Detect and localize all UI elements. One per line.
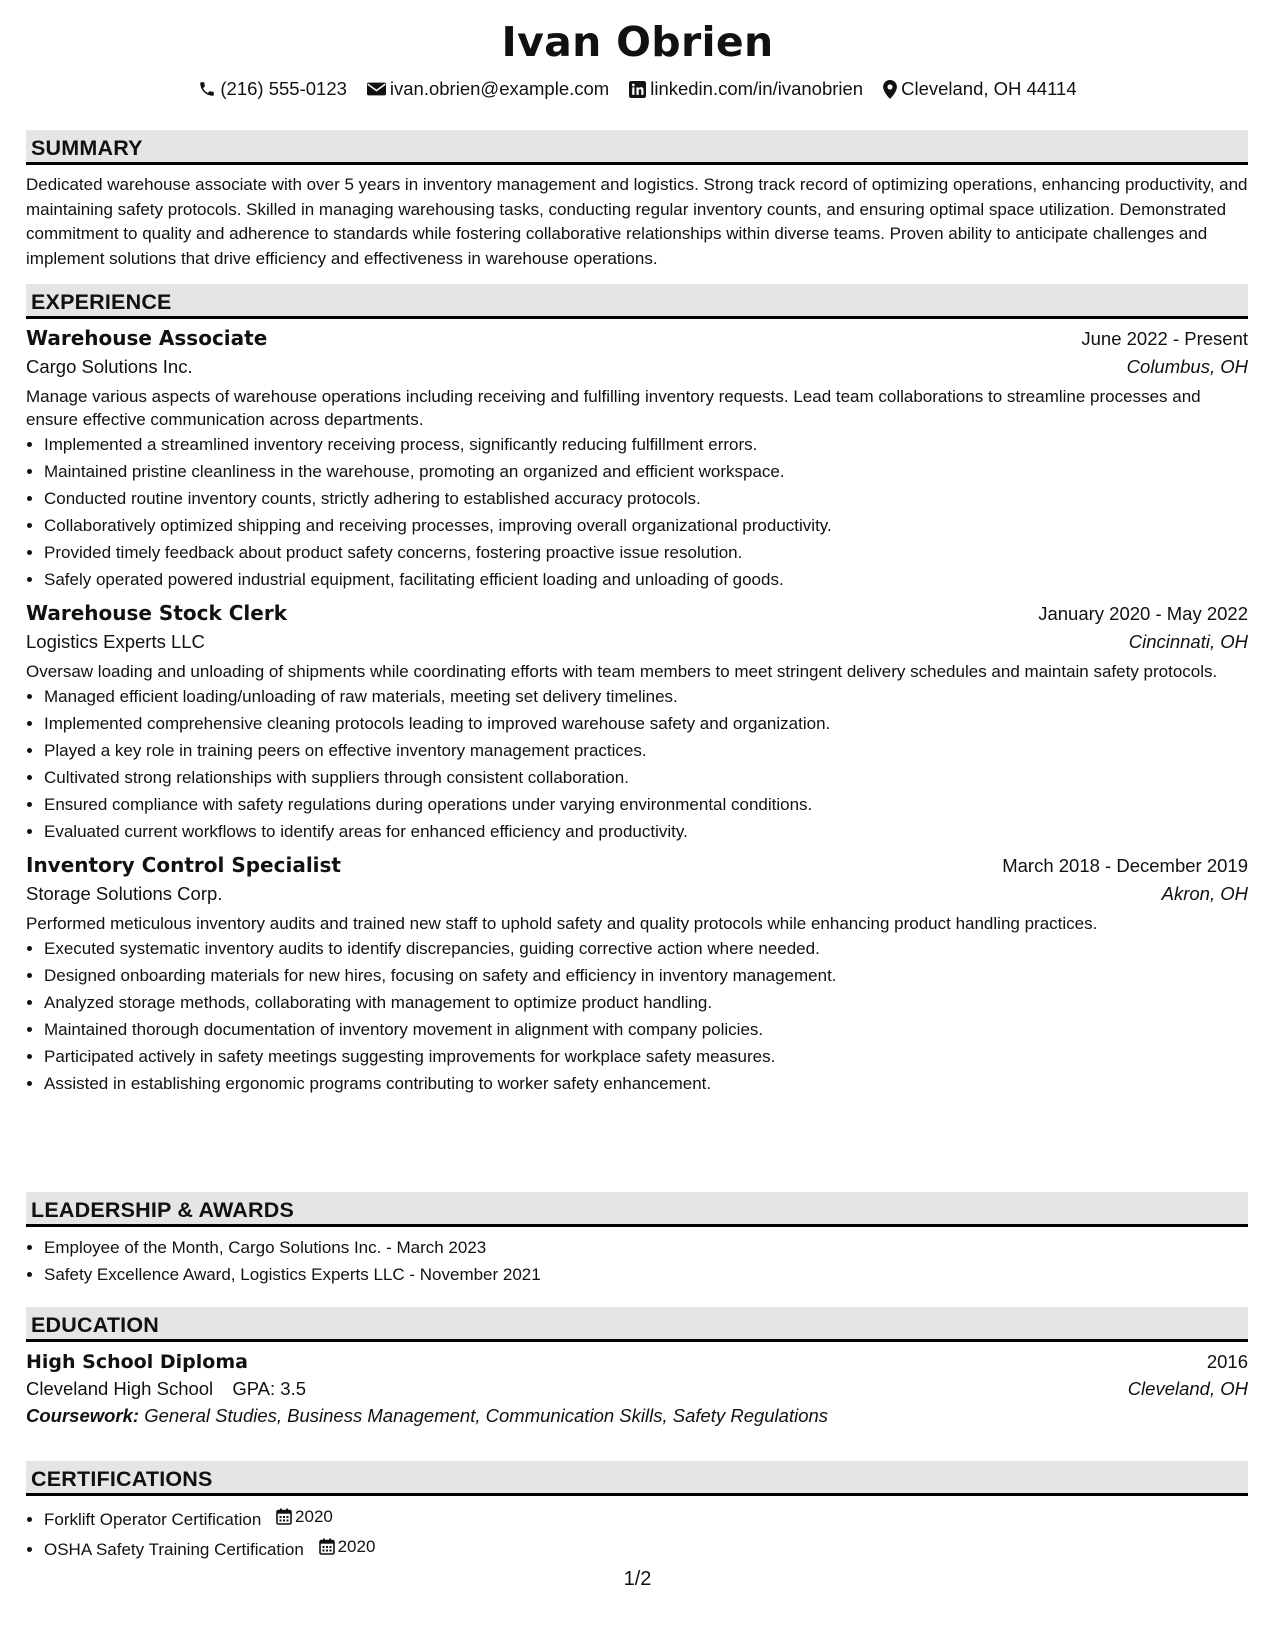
job-dates: January 2020 - May 2022 xyxy=(1038,603,1248,624)
job-location: Columbus, OH xyxy=(1126,356,1248,377)
list-item: • Implemented comprehensive cleaning protocols leading to improved warehouse safety and organization. xyxy=(44,710,1248,737)
job-bullets xyxy=(26,935,1248,1097)
list-item: • Executed systematic inventory audits to identify discrepancies, guiding corrective action where needed. xyxy=(44,935,1248,962)
list-item: • Designed onboarding materials for new hires, focusing on safety and efficiency in inventory management. xyxy=(44,962,1248,989)
list-item: • Cultivated strong relationships with suppliers through consistent collaboration. xyxy=(44,764,1248,791)
certifications-list xyxy=(26,1503,1248,1563)
map-marker-icon xyxy=(883,80,897,99)
experience-heading: EXPERIENCE xyxy=(26,284,1248,319)
school-row xyxy=(26,1378,1248,1400)
linkedin-icon xyxy=(629,81,646,98)
job-company: Logistics Experts LLC xyxy=(26,631,205,652)
list-item: • Safely operated powered industrial equipment, facilitating efficient loading and unloading of goods. xyxy=(44,566,1248,593)
job-entry xyxy=(26,326,1248,593)
coursework-label: Coursework: xyxy=(26,1405,140,1426)
job-company-row xyxy=(26,356,1248,378)
list-item: • Employee of the Month, Cargo Solutions Inc. - March 2023 xyxy=(44,1234,1248,1261)
calendar-icon xyxy=(276,1508,292,1525)
page-number: 1/2 xyxy=(623,1568,652,1590)
job-title-row xyxy=(26,601,1248,625)
education-heading: EDUCATION xyxy=(26,1307,1248,1342)
degree-title: High School Diploma xyxy=(26,1351,248,1373)
job-company: Storage Solutions Corp. xyxy=(26,883,223,904)
location-text: Cleveland, OH 44114 xyxy=(901,78,1077,99)
contact-linkedin[interactable] xyxy=(629,78,863,100)
job-entry xyxy=(26,601,1248,845)
school-info xyxy=(26,1378,306,1400)
cert-year: 2020 xyxy=(295,1507,333,1526)
job-description: Manage various aspects of warehouse operations including receiving and fulfilling inventory requests. Lead team collaborations to streamline processes and ensure effective communication across departments. xyxy=(26,387,1201,429)
summary-section xyxy=(26,130,1248,271)
list-item: • Provided timely feedback about product safety concerns, fostering proactive issue resolution. xyxy=(44,539,1248,566)
job-company: Cargo Solutions Inc. xyxy=(26,356,193,377)
contact-phone[interactable] xyxy=(198,78,347,100)
experience-section xyxy=(26,284,1248,1097)
cert-name: OSHA Safety Training Certification xyxy=(44,1540,304,1559)
summary-text: Dedicated warehouse associate with over 5 years in inventory management and logistics. Strong track record of optimizing operations, enhancing productivity, and maintaining safety protocols. Skilled in managing warehousing tasks, conducting regular inventory counts, and ensuring optimal space utilization. Demonstrated commitment to quality and adherence to standards while fostering collaborative relationships within diverse teams. Proven ability to anticipate challenges and implement solutions that drive efficiency and effectiveness in warehouse operations. xyxy=(26,175,1248,268)
list-item: • Played a key role in training peers on effective inventory management practices. xyxy=(44,737,1248,764)
list-item: • Assisted in establishing ergonomic programs contributing to worker safety enhancement. xyxy=(44,1070,1248,1097)
job-dates: June 2022 - Present xyxy=(1081,328,1248,349)
cert-date xyxy=(276,1503,333,1530)
degree-year: 2016 xyxy=(1206,1351,1248,1372)
list-item: • Conducted routine inventory counts, strictly adhering to established accuracy protocols. xyxy=(44,485,1248,512)
phone-icon xyxy=(198,80,216,98)
gpa: GPA: 3.5 xyxy=(232,1378,307,1399)
job-entry xyxy=(26,853,1248,1097)
list-item: • Implemented a streamlined inventory receiving process, significantly reducing fulfillment errors. xyxy=(44,431,1248,458)
job-company-row xyxy=(26,883,1248,905)
list-item: • Analyzed storage methods, collaborating with management to optimize product handling. xyxy=(44,989,1248,1016)
job-description: Performed meticulous inventory audits and trained new staff to uphold safety and quality protocols while enhancing product handling practices. xyxy=(26,914,1098,933)
job-bullets xyxy=(26,431,1248,593)
school-location: Cleveland, OH xyxy=(1127,1378,1248,1399)
job-description: Oversaw loading and unloading of shipments while coordinating efforts with team members to meet stringent delivery schedules and maintain safety protocols. xyxy=(26,662,1218,681)
degree-row xyxy=(26,1351,1248,1373)
job-location: Akron, OH xyxy=(1161,883,1248,904)
job-title: Warehouse Stock Clerk xyxy=(26,601,288,625)
envelope-icon xyxy=(367,81,386,97)
list-item xyxy=(44,1503,1248,1533)
job-title-row xyxy=(26,326,1248,350)
cert-date xyxy=(319,1533,376,1560)
candidate-name: Ivan Obrien xyxy=(501,18,774,66)
list-item: • Participated actively in safety meetings suggesting improvements for workplace safety measures. xyxy=(44,1043,1248,1070)
job-company-row xyxy=(26,631,1248,653)
job-title-row xyxy=(26,853,1248,877)
list-item: • Evaluated current workflows to identify areas for enhanced efficiency and productivity. xyxy=(44,818,1248,845)
job-title: Warehouse Associate xyxy=(26,326,268,350)
summary-heading: SUMMARY xyxy=(26,130,1248,165)
job-location: Cincinnati, OH xyxy=(1128,631,1248,652)
leadership-heading: LEADERSHIP & AWARDS xyxy=(26,1192,1248,1227)
certifications-heading: CERTIFICATIONS xyxy=(26,1461,1248,1496)
phone-text: (216) 555-0123 xyxy=(220,78,347,99)
list-item: • Maintained pristine cleanliness in the warehouse, promoting an organized and efficient workspace. xyxy=(44,458,1248,485)
coursework-line xyxy=(26,1405,1248,1427)
job-bullets xyxy=(26,683,1248,845)
job-title: Inventory Control Specialist xyxy=(26,853,341,877)
list-item: • Safety Excellence Award, Logistics Experts LLC - November 2021 xyxy=(44,1261,1248,1288)
coursework-text: General Studies, Business Management, Communication Skills, Safety Regulations xyxy=(144,1405,829,1426)
job-dates: March 2018 - December 2019 xyxy=(1002,855,1248,876)
linkedin-text: linkedin.com/in/ivanobrien xyxy=(650,78,864,99)
list-item xyxy=(44,1533,1248,1563)
contact-bar xyxy=(0,78,1275,100)
awards-list xyxy=(26,1234,1248,1288)
calendar-icon xyxy=(319,1538,335,1555)
cert-year: 2020 xyxy=(337,1537,376,1556)
school-name: Cleveland High School xyxy=(26,1378,214,1399)
list-item: • Managed efficient loading/unloading of raw materials, meeting set delivery timelines. xyxy=(44,683,1248,710)
education-section xyxy=(26,1307,1248,1427)
certifications-section xyxy=(26,1461,1248,1563)
email-text: ivan.obrien@example.com xyxy=(389,78,610,99)
list-item: • Collaboratively optimized shipping and receiving processes, improving overall organizational productivity. xyxy=(44,512,1248,539)
contact-location xyxy=(883,78,1077,100)
list-item: • Ensured compliance with safety regulations during operations under varying environmental conditions. xyxy=(44,791,1248,818)
list-item: • Maintained thorough documentation of inventory movement in alignment with company policies. xyxy=(44,1016,1248,1043)
leadership-section xyxy=(26,1192,1248,1288)
contact-email[interactable] xyxy=(367,78,609,100)
cert-name: Forklift Operator Certification xyxy=(44,1510,262,1529)
